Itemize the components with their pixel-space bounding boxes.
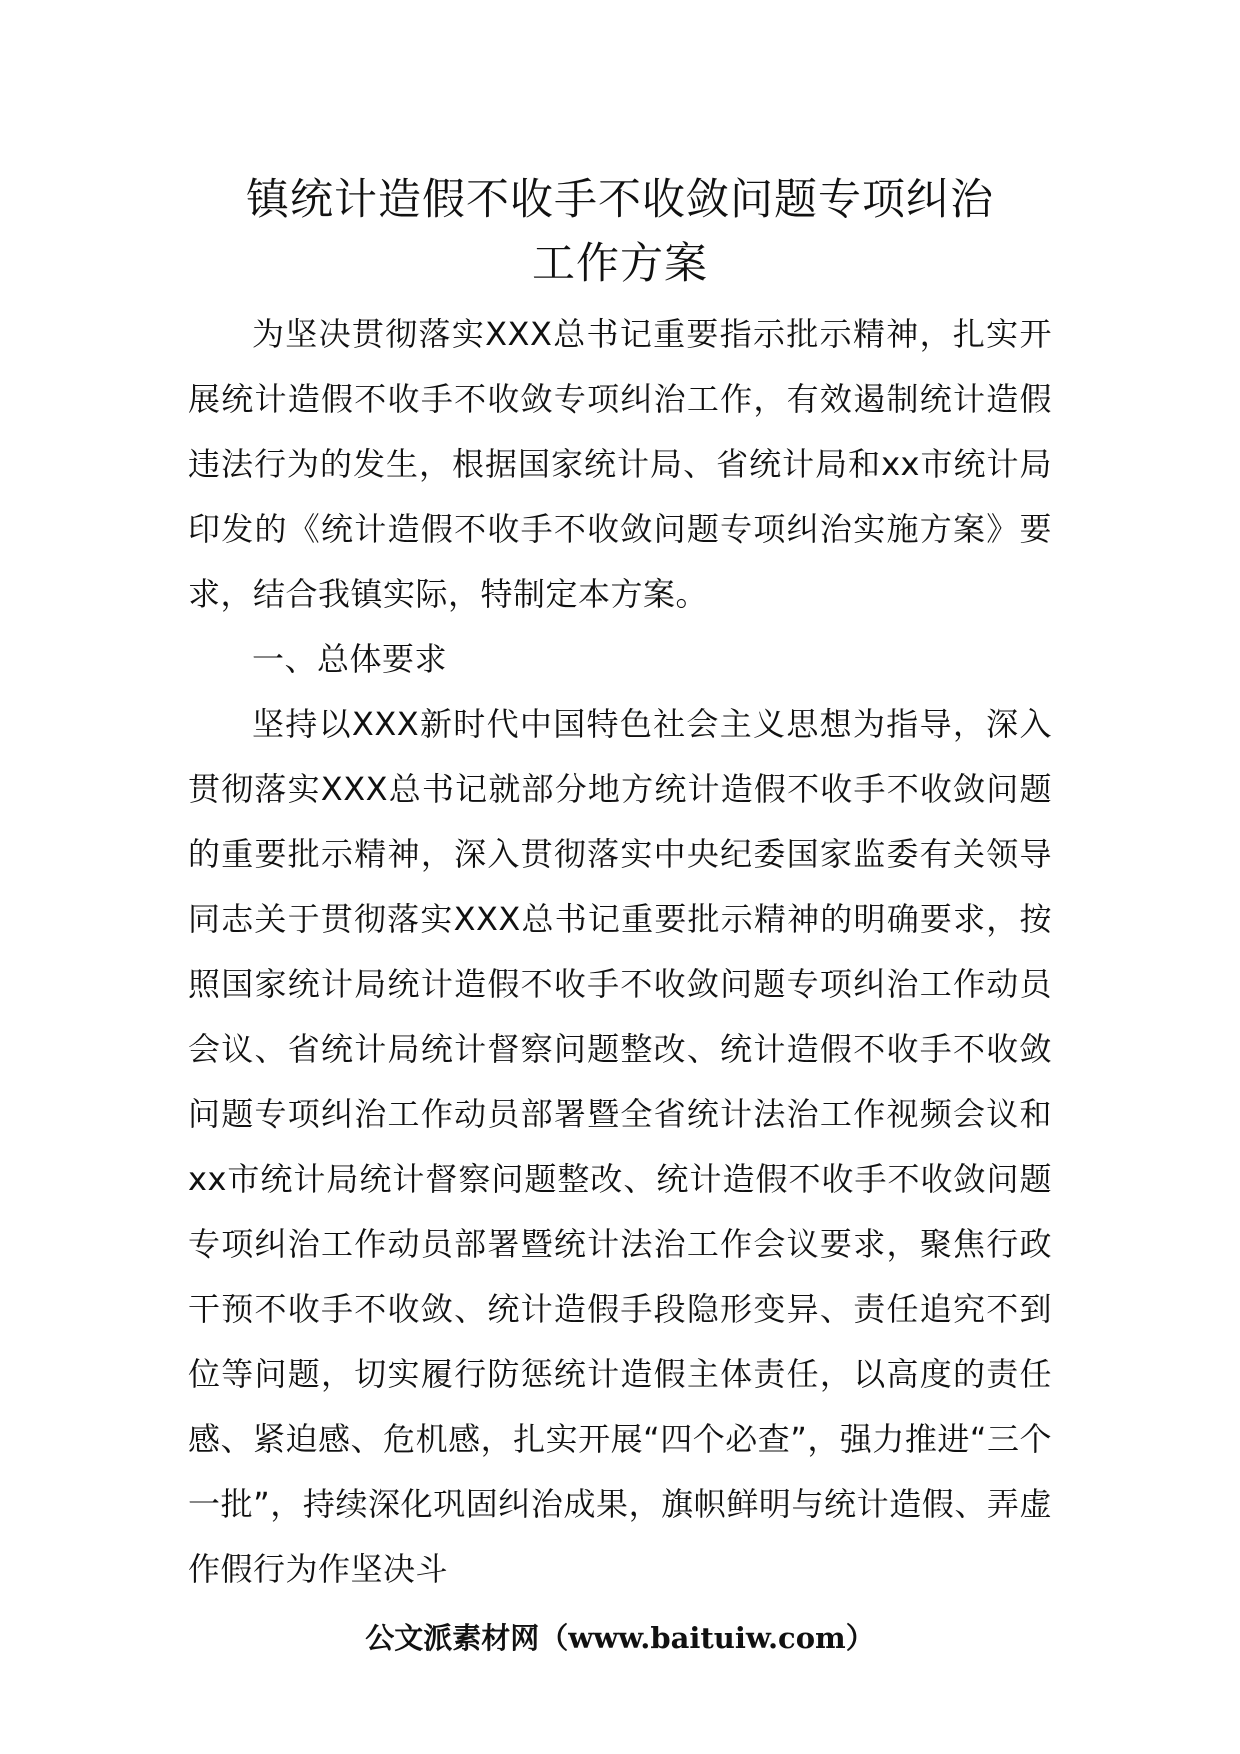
intro-paragraph: 为坚决贯彻落实XXX总书记重要指示批示精神，扎实开展统计造假不收手不收敛专项纠治工作，有效遏制统计造假违法行为的发生，根据国家统计局、省统计局和xx市统计局印发的《统计造假不收手不收敛问题专项纠治实施方案》要求，结合我镇实际，特制定本方案。 [188, 315, 1052, 613]
document-title-line-2: 工作方案 [532, 239, 708, 289]
document-title-line-1: 镇统计造假不收手不收敛问题专项纠治 [246, 175, 994, 225]
section-heading-general-requirements: 一、总体要求 [252, 640, 448, 678]
body-paragraph: 坚持以XXX新时代中国特色社会主义思想为指导，深入贯彻落实XXX总书记就部分地方统计造假不收手不收敛问题的重要批示精神，深入贯彻落实中央纪委国家监委有关领导同志关于贯彻落实XXX总书记重要批示精神的明确要求，按照国家统计局统计造假不收手不收敛问题专项纠治工作动员会议、省统计局统计督察问题整改、统计造假不收手不收敛问题专项纠治工作动员部署暨全省统计法治工作视频会议和xx市统计局统计督察问题整改、统计造假不收手不收敛问题专项纠治工作动员部署暨统计法治工作会议要求，聚焦行政干预不收手不收敛、统计造假手段隐形变异、责任追究不到位等问题，切实履行防惩统计造假主体责任，以高度的责任感、紧迫感、危机感，扎实开展“四个必查”，强力推进“三个一批”，持续深化巩固纠治成果，旗帜鲜明与统计造假、弄虚作假行为作坚决斗 [188, 705, 1052, 1588]
document-body [188, 302, 1052, 1602]
source-watermark-footer: 公文派素材网（www.baituiw.com） [365, 1621, 875, 1655]
document-title [180, 168, 1060, 296]
